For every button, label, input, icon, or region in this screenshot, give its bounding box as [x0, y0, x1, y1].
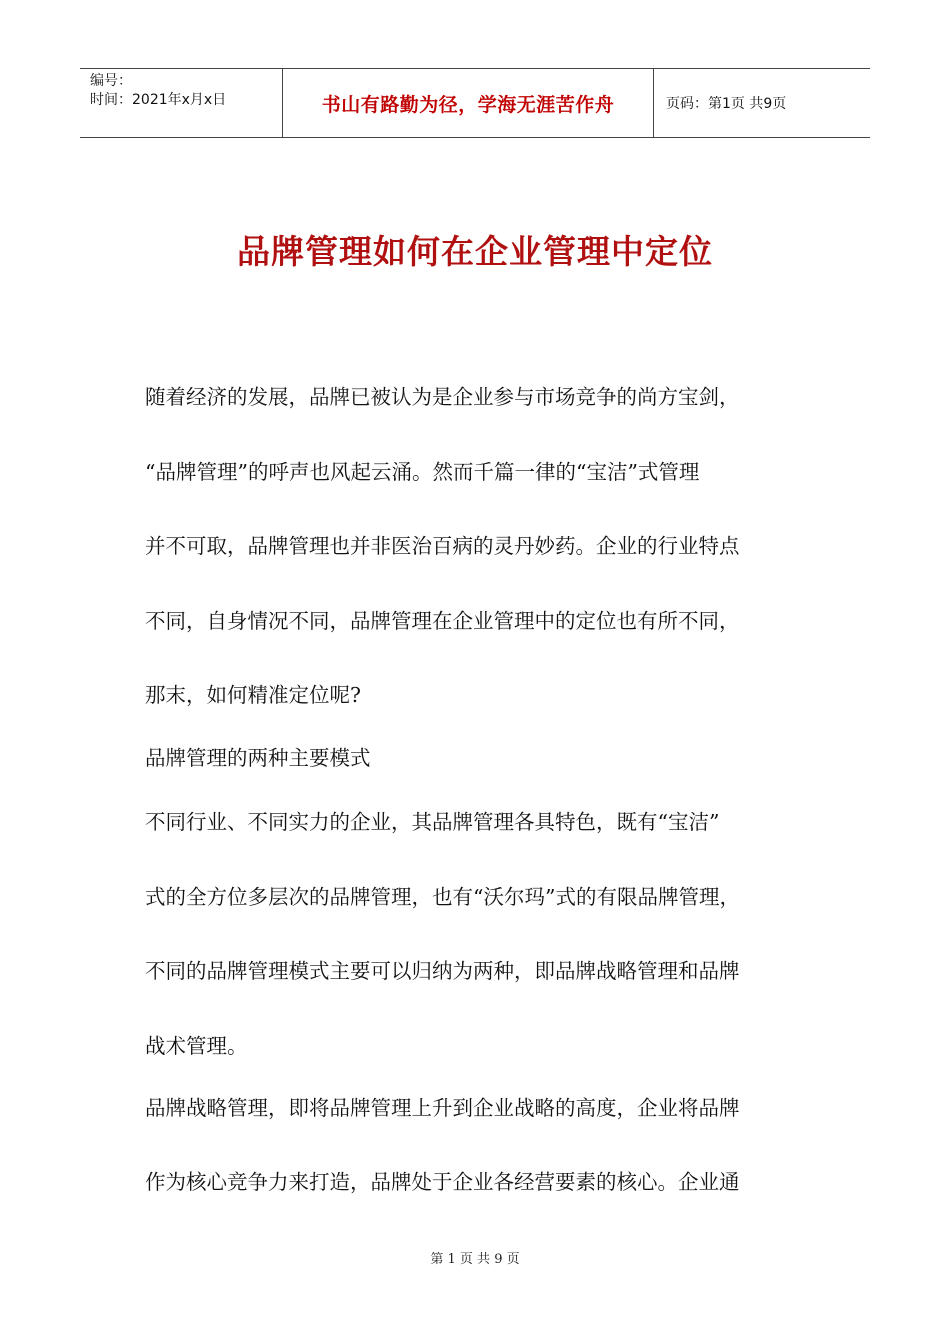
body-line: 并不可取，品牌管理也并非医治百病的灵丹妙药。企业的行业特点	[145, 534, 740, 558]
page-footer: 第 1 页 共 9 页	[430, 1252, 520, 1267]
document-title: 品牌管理如何在企业管理中定位	[237, 232, 713, 271]
body-line: 品牌战略管理，即将品牌管理上升到企业战略的高度，企业将品牌	[145, 1096, 740, 1120]
document-header	[80, 68, 870, 138]
body-line: 不同的品牌管理模式主要可以归纳为两种，即品牌战略管理和品牌	[145, 959, 740, 983]
body-line: “品牌管理”的呼声也风起云涌。然而千篇一律的“宝洁”式管理	[145, 460, 700, 484]
body-line: 战术管理。	[145, 1034, 248, 1058]
header-motto: 书山有路勤为径，学海无涯苦作舟	[282, 69, 654, 137]
section-heading: 品牌管理的两种主要模式	[145, 746, 371, 770]
number-label: 编号：	[90, 73, 132, 89]
header-page-info: 页码：第1页 共9页	[666, 96, 787, 112]
time-label: 时间：2021年x月x日	[90, 92, 227, 108]
body-line: 那末，如何精准定位呢?	[145, 683, 361, 707]
body-line: 式的全方位多层次的品牌管理，也有“沃尔玛”式的有限品牌管理，	[145, 885, 740, 909]
body-line: 不同行业、不同实力的企业，其品牌管理各具特色，既有“宝洁”	[145, 810, 720, 834]
body-line: 不同，自身情况不同，品牌管理在企业管理中的定位也有所不同，	[145, 609, 740, 633]
body-line: 作为核心竞争力来打造，品牌处于企业各经营要素的核心。企业通	[145, 1170, 740, 1194]
header-meta	[80, 69, 282, 137]
body-line: 随着经济的发展，品牌已被认为是企业参与市场竞争的尚方宝剑，	[145, 385, 740, 409]
